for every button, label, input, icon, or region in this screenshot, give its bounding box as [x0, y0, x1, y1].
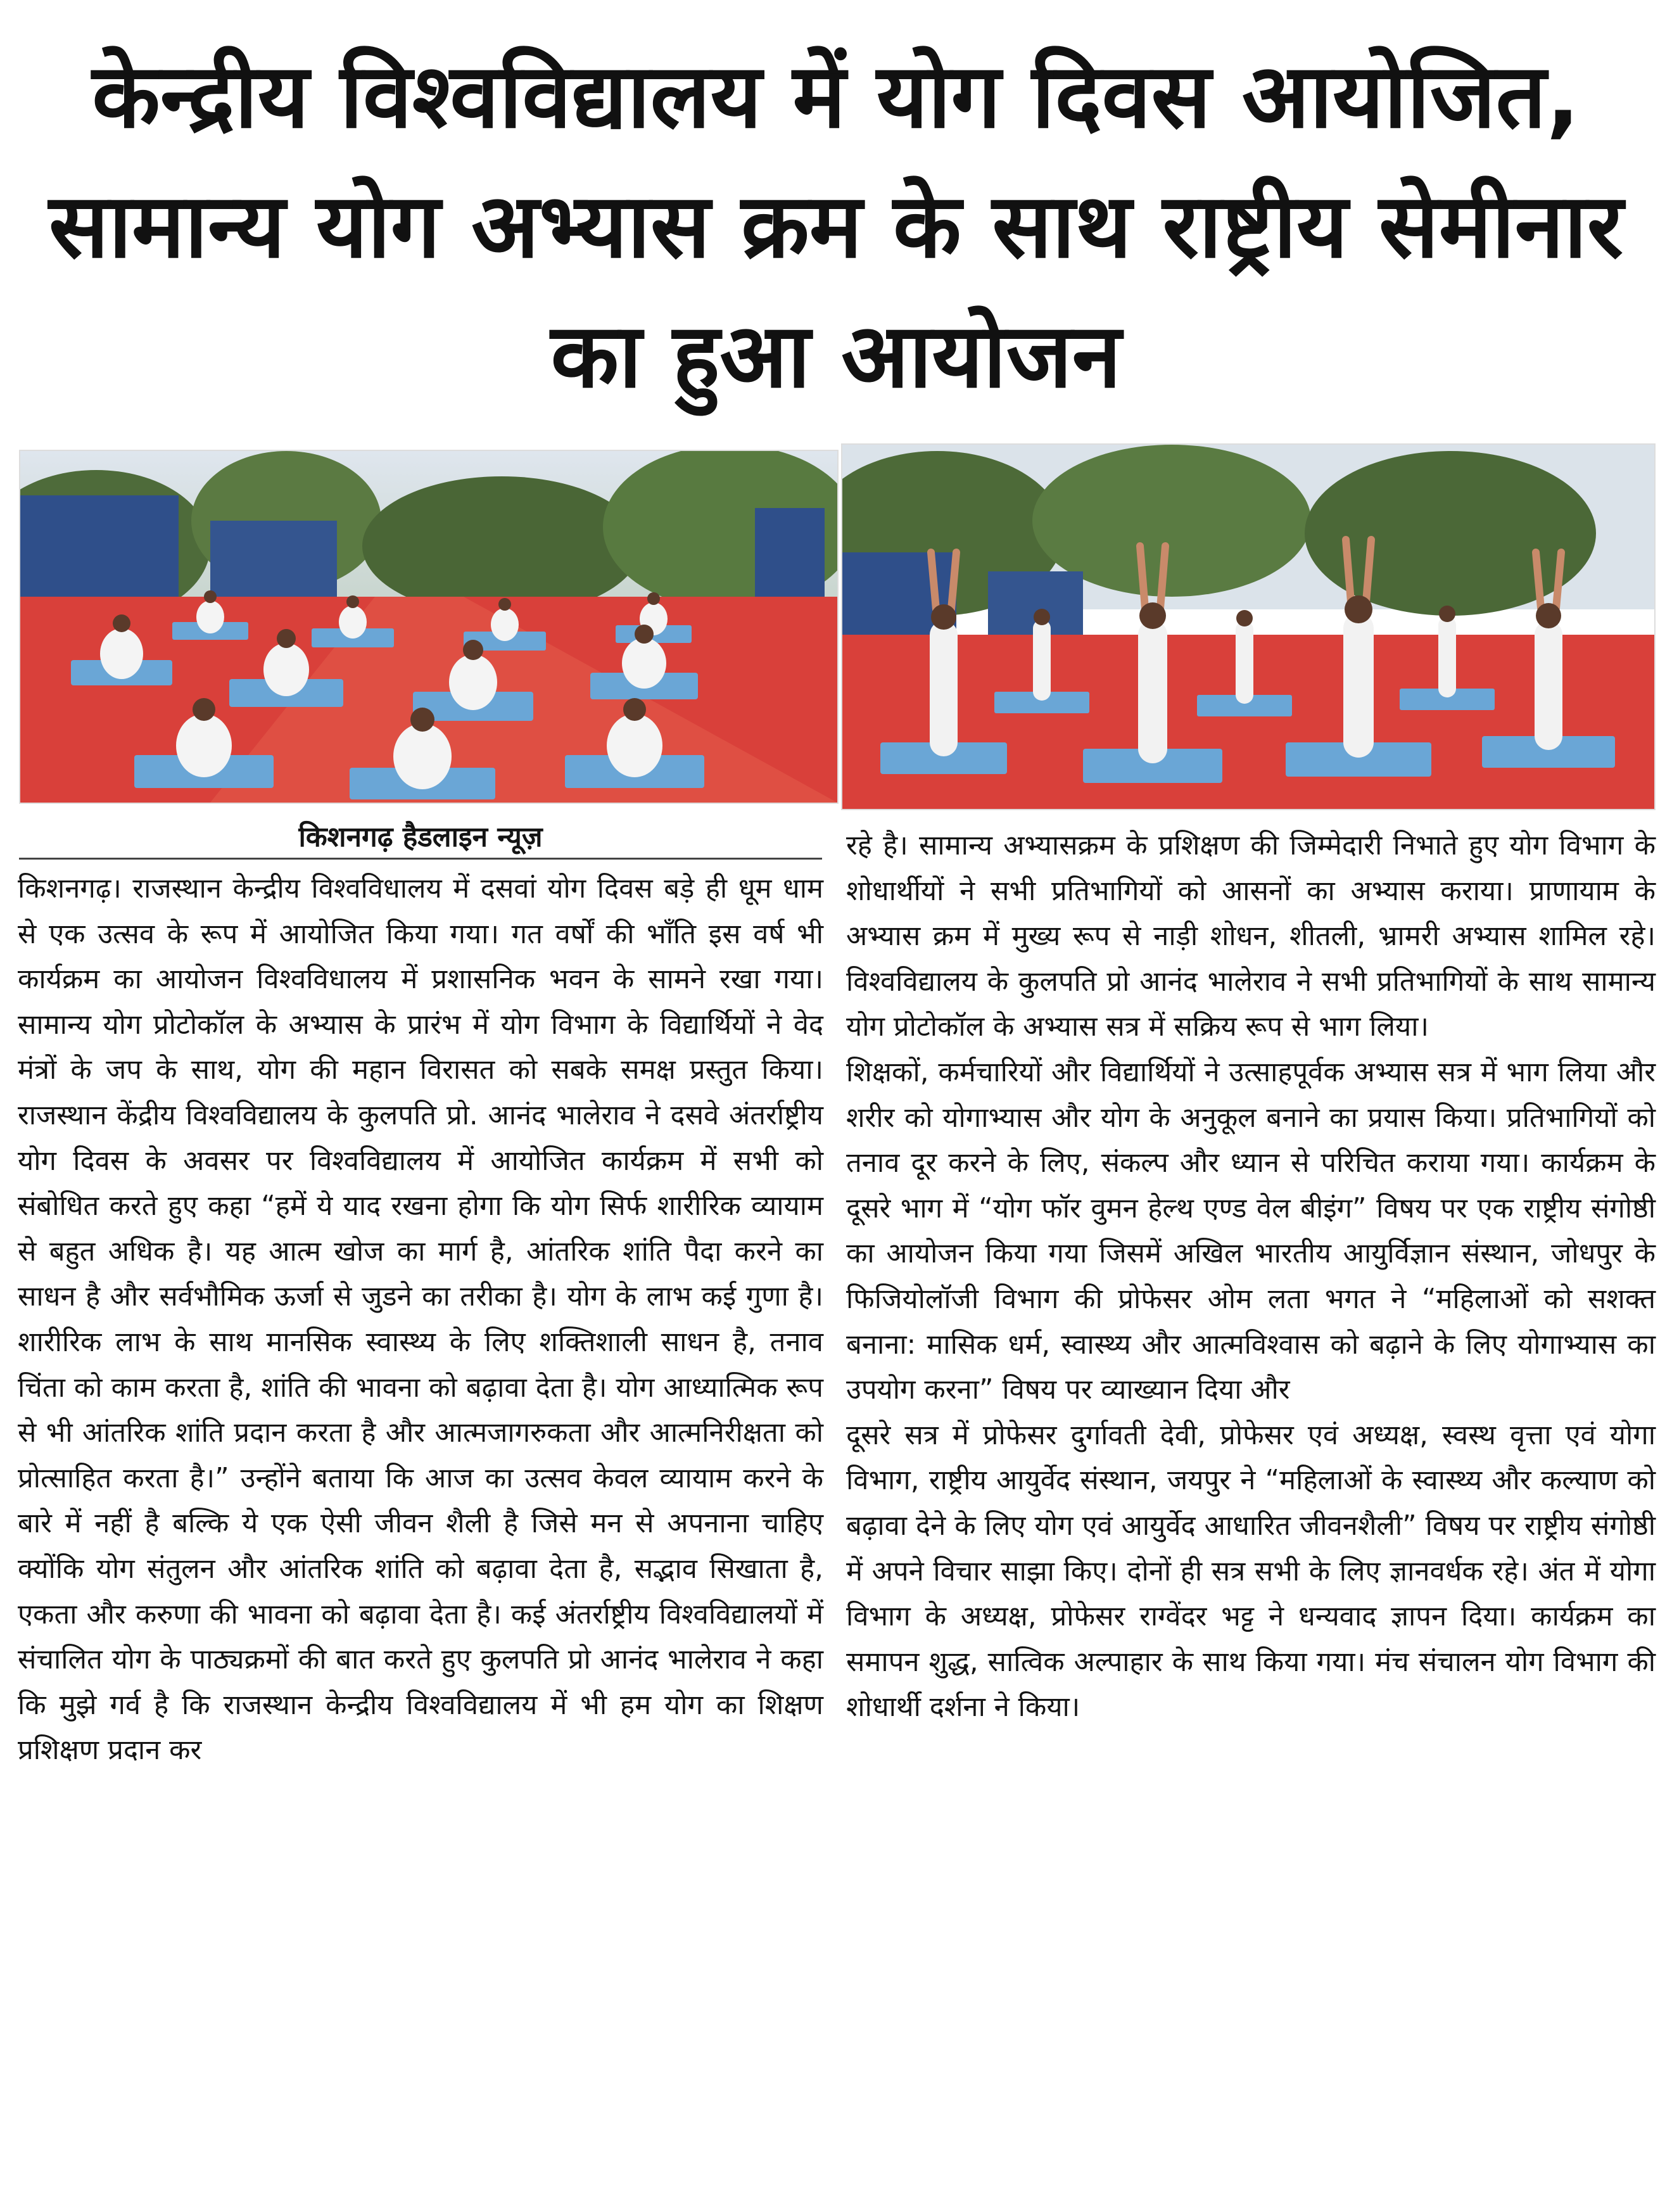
article-column-2 — [846, 823, 1656, 1731]
byline: किशनगढ़ हैडलाइन न्यूज़ — [19, 817, 822, 860]
article-column-1 — [18, 867, 823, 1774]
yoga-seated-pose-photo-icon — [19, 450, 839, 804]
yoga-standing-stretch-photo-icon — [841, 443, 1656, 810]
article-paragraph: किशनगढ़। राजस्थान केन्द्रीय विश्वविधालय में दसवां योग दिवस बड़े ही धूम धाम से एक उत्सव के रूप में आयोजित किया गया। गत वर्षों की भाँति इस वर्ष भी कार्यक्रम का आयोजन विश्वविधालय में प्रशासनिक भवन के सामने रखा गया। सामान्य योग प्रोटोकॉल के अभ्यास के प्रारंभ में योग विभाग के विद्यार्थियों ने वेद मंत्रों के जप के साथ, योग की महान विरासत को सबके समक्ष प्रस्तुत किया। राजस्थान केंद्रीय विश्वविद्यालय के कुलपति प्रो. आनंद भालेराव ने दसवे अंतर्राष्ट्रीय योग दिवस के अवसर पर विश्वविद्यालय में आयोजित कार्यक्रम में सभी को संबोधित करते हुए कहा “हमें ये याद रखना होगा कि योग सिर्फ शारीरिक व्यायाम से बहुत अधिक है। यह आत्म खोज का मार्ग है, आंतरिक शांति पैदा करने का साधन है और सर्वभौमिक ऊर्जा से जुडने का तरीका है। योग के लाभ कई गुणा है। शारीरिक लाभ के साथ मानसिक स्वास्थ्य के लिए शक्तिशाली साधन है, तनाव चिंता को काम करता है, शांति की भावना को बढ़ावा देता है। योग आध्यात्मिक रूप से भी आंतरिक शांति प्रदान करता है और आत्मजागरुकता और आत्मनिरीक्षता को प्रोत्साहित करता है।” उन्होंने बताया कि आज का उत्सव केवल व्यायाम करने के बारे में नहीं है बल्कि ये एक ऐसी जीवन शैली है जिसे मन से अपनाना चाहिए क्योंकि योग संतुलन और आंतरिक शांति को बढ़ावा देता है, सद्भाव सिखाता है, एकता और करुणा की भावना को बढ़ावा देता है। कई अंतर्राष्ट्रीय विश्वविद्यालयों में संचालित योग के पाठ्यक्रमों की बात करते हुए कुलपति प्रो आनंद भालेराव ने कहा कि मुझे गर्व है कि राजस्थान केन्द्रीय विश्वविद्यालय में भी हम योग का शिक्षण प्रशिक्षण प्रदान कर — [18, 873, 823, 1767]
article-paragraph: शिक्षकों, कर्मचारियों और विद्यार्थियों ने उत्साहपूर्वक अभ्यास सत्र में भाग लिया और शरीर को योगाभ्यास और योग के अनुकूल बनाने का प्रयास किया। प्रतिभागियों को तनाव दूर करने के लिए, संकल्प और ध्यान से परिचित कराया गया। कार्यक्रम के दूसरे भाग में “योग फॉर वुमन हेल्थ एण्ड वेल बीइंग” विषय पर एक राष्ट्रीय संगोष्ठी का आयोजन किया गया जिसमें अखिल भारतीय आयुर्विज्ञान संस्थान, जोधपुर के फिजियोलॉजी विभाग की प्रोफेसर ओम लता भगत ने “महिलाओं को सशक्त बनाना: मासिक धर्म, स्वास्थ्य और आत्मविश्वास को बढ़ाने के लिए योगाभ्यास का उपयोग करना” विषय पर व्याख्यान दिया और — [846, 1056, 1656, 1406]
article-paragraph: रहे है। सामान्य अभ्यासक्रम के प्रशिक्षण की जिम्मेदारी निभाते हुए योग विभाग के शोधार्थीयों ने सभी प्रतिभागियों को आसनों का अभ्यास कराया। प्राणायाम के अभ्यास क्रम में मुख्य रूप से नाड़ी शोधन, शीतली, भ्रामरी अभ्यास शामिल रहे। विश्वविद्यालय के कुलपति प्रो आनंद भालेराव ने सभी प्रतिभागियों के साथ सामान्य योग प्रोटोकॉल के अभ्यास सत्र में सक्रिय रूप से भाग लिया। — [846, 830, 1656, 1043]
article-paragraph: दूसरे सत्र में प्रोफेसर दुर्गावती देवी, प्रोफेसर एवं अध्यक्ष, स्वस्थ वृत्ता एवं योगा विभाग, राष्ट्रीय आयुर्वेद संस्थान, जयपुर ने “महिलाओं के स्वास्थ्य और कल्याण को बढ़ावा देने के लिए योग एवं आयुर्वेद आधारित जीवनशैली” विषय पर राष्ट्रीय संगोष्ठी में अपने विचार साझा किए। दोनों ही सत्र सभी के लिए ज्ञानवर्धक रहे। अंत में योगा विभाग के अध्यक्ष, प्रोफेसर राग्वेंदर भट्ट ने धन्यवाद ज्ञापन दिया। कार्यक्रम का समापन शुद्ध, सात्विक अल्पाहार के साथ किया गया। मंच संचालन योग विभाग की शोधार्थी दर्शना ने किया। — [846, 1419, 1656, 1724]
headline: केन्द्रीय विश्वविद्यालय में योग दिवस आयोजित, सामान्य योग अभ्यास क्रम के साथ राष्ट्रीय सेमीनार का हुआ आयोजन — [49, 45, 1623, 408]
